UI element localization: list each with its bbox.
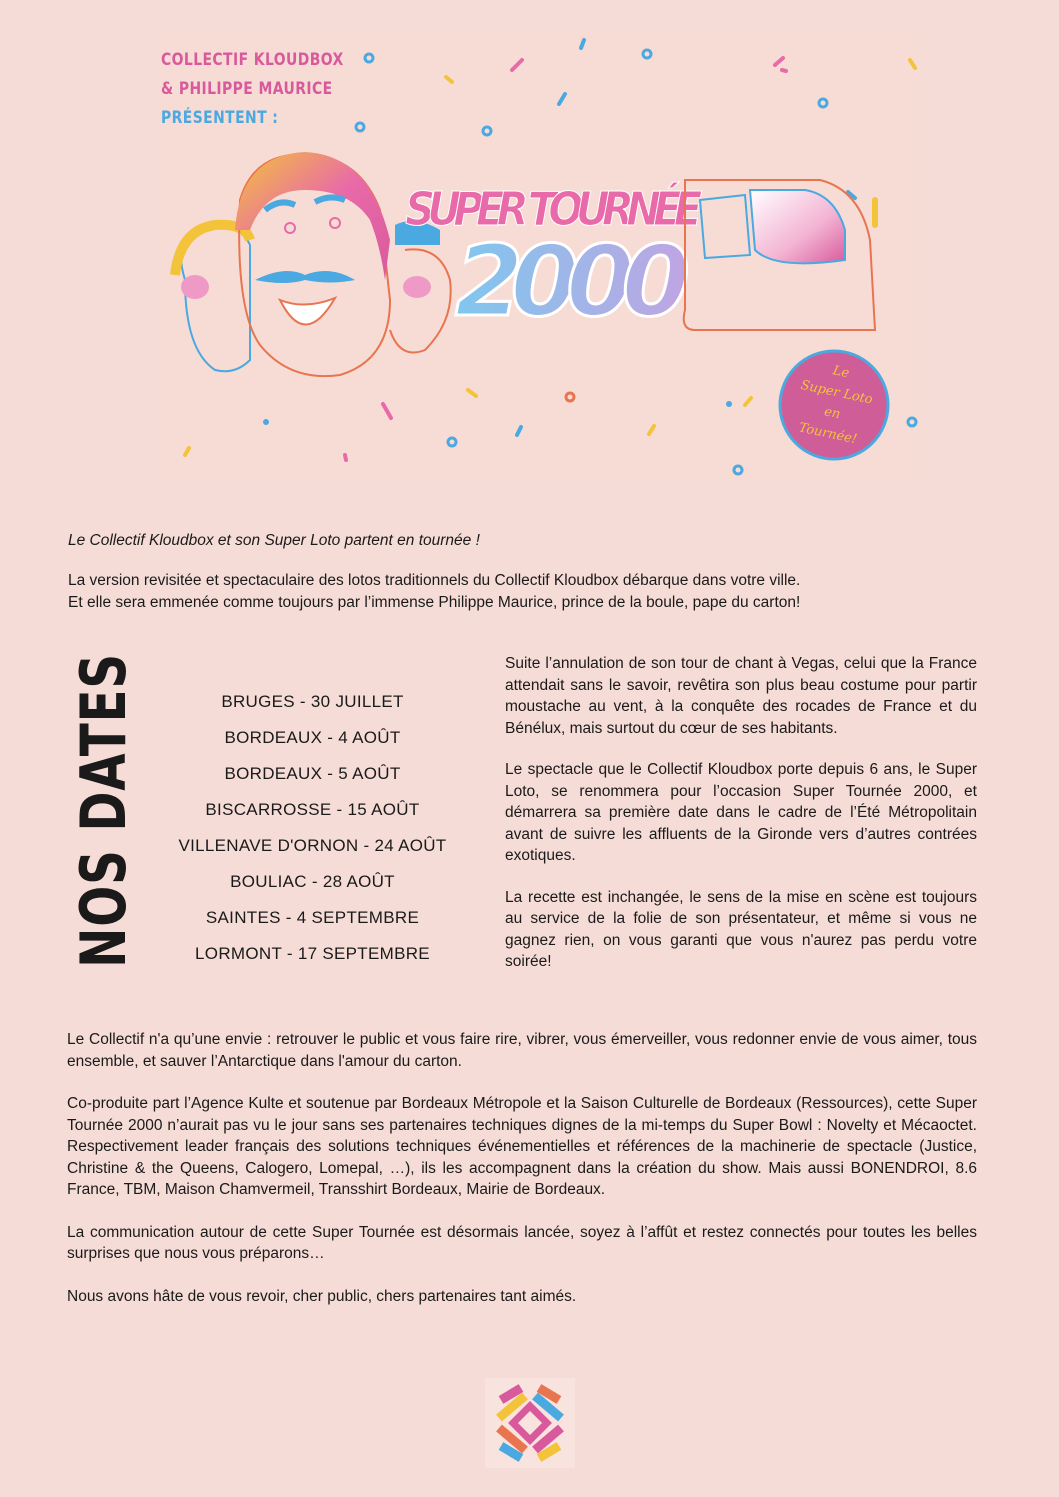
dates-heading: NOS DATES <box>67 653 140 968</box>
date-item: BOULIAC - 28 AOÛT <box>230 872 395 891</box>
right-column <box>505 653 977 993</box>
badge-line: Super Loto <box>799 377 874 408</box>
presenters <box>161 46 344 133</box>
poster-year: 2000 <box>455 225 690 339</box>
date-item: LORMONT - 17 SEPTEMBRE <box>195 944 430 963</box>
paragraph: Suite l’annulation de son tour de chant à Vegas, celui que la France attendait sans le savoir, revêtira son plus beau costume pour partir moustache au vent, à la conquête des rocades de France et du Bénélux, mais surtout du cœur de ses habitants. <box>505 655 977 737</box>
presenter-line: PRÉSENTENT : <box>161 108 279 128</box>
body-text <box>67 1029 977 1328</box>
paragraph: La communication autour de cette Super Tournée est désormais lancée, soyez à l’affût et restez connectés pour toutes les belles surprises que nous vous préparons… <box>67 1223 977 1262</box>
poster-title: SUPER TOURNÉE <box>405 182 703 237</box>
badge-line: Le <box>831 363 851 382</box>
presenter-line: COLLECTIF KLOUDBOX <box>161 50 344 70</box>
poster-illustration <box>155 30 920 480</box>
date-item: BRUGES - 30 JUILLET <box>221 692 404 711</box>
intro-headline: Le Collectif Kloudbox et son Super Loto partent en tournée ! <box>68 532 480 549</box>
badge-line: Tournée! <box>797 420 859 448</box>
badge-line: en <box>822 404 842 423</box>
intro-paragraph <box>68 570 998 613</box>
date-item: BORDEAUX - 4 AOÛT <box>224 728 401 747</box>
paragraph: Co-produite part l’Agence Kulte et soutenue par Bordeaux Métropole et la Saison Culturelle de Bordeaux (Ressources), cette Super Tournée 2000 n’aurait pas vu le jour sans ses partenaires techniques dignes de la mi-temps du Super Bowl : Novelty et Mécaoctet. Respectivement leader français des solutions techniques événementielles et références de la machinerie de spectacle (Justice, Christine & the Queens, Calogero, Lomepal, …), ils les accompagnent dans la création du show. Mais aussi BONENDROI, 8.6 France, TBM, Maison Chamvermeil, Transshirt Bordeaux, Mairie de Bordeaux. <box>67 1095 977 1198</box>
paragraph: Nous avons hâte de vous revoir, cher public, chers partenaires tant aimés. <box>67 1287 577 1305</box>
paragraph: Le spectacle que le Collectif Kloudbox porte depuis 6 ans, le Super Loto, se renommera pour l’occasion Super Tournée 2000, et démarrera sa première date dans le cadre de l’Été Métropolitain avant de suivre les affluents de la Gironde vers d’autres contrées exotiques. <box>505 761 977 864</box>
intro-line: Et elle sera emmenée comme toujours par l’immense Philippe Maurice, prince de la boule, pape du carton! <box>68 593 801 611</box>
date-item: BORDEAUX - 5 AOÛT <box>224 764 401 783</box>
kloudbox-logo <box>485 1378 575 1468</box>
paragraph: La recette est inchangée, le sens de la mise en scène est toujours au service de la folie de son présentateur, et même si vous ne gagnez rien, on vous garanti que vous n'aurez pas perdu votre soirée! <box>505 888 977 970</box>
intro-line: La version revisitée et spectaculaire des lotos traditionnels du Collectif Kloudbox débarque dans votre ville. <box>68 572 801 589</box>
presenter-line: & PHILIPPE MAURICE <box>161 79 333 99</box>
date-item: VILLENAVE D'ORNON - 24 AOÛT <box>178 836 447 855</box>
paragraph: Le Collectif n'a qu’une envie : retrouver le public et vous faire rire, vibrer, vous émerveiller, vous redonner envie de vous aimer, tous ensemble, et sauver l’Antarctique dans l'amour du carton. <box>67 1031 977 1070</box>
dates-list <box>160 688 465 976</box>
date-item: SAINTES - 4 SEPTEMBRE <box>205 908 420 927</box>
date-item: BISCARROSSE - 15 AOÛT <box>205 800 420 819</box>
